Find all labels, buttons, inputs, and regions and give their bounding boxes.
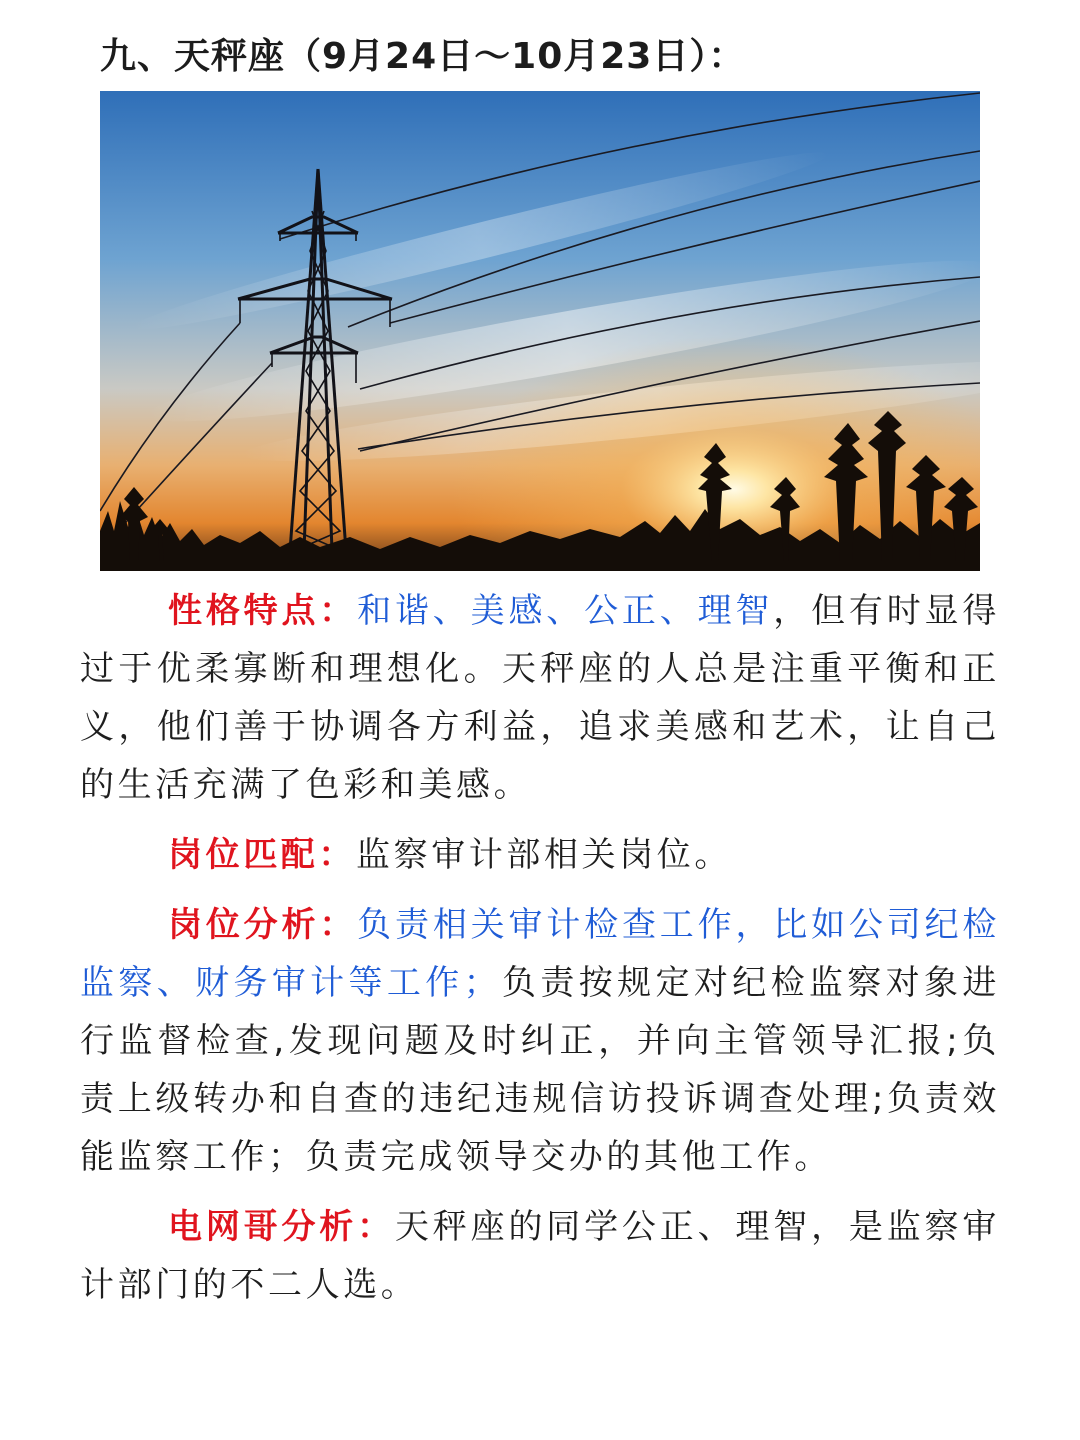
job-match-text: 监察审计部相关岗位。 bbox=[356, 835, 732, 875]
author-analysis-text: 天秤座的同学公正、理智，是监察审计部门的不二人选。 bbox=[80, 1207, 1000, 1305]
article-body bbox=[80, 582, 1000, 1314]
personality-text: ，但有时显得过于优柔寡断和理想化。天秤座的人总是注重平衡和正义，他们善于协调各方利益，追求美感和艺术，让自己的生活充满了色彩和美感。 bbox=[80, 591, 1000, 805]
job-match-label: 岗位匹配： bbox=[168, 835, 356, 875]
job-analysis-highlight: 负责相关审计检查工作，比如公司纪检监察、财务审计等工作； bbox=[80, 905, 1001, 1003]
author-analysis-label: 电网哥分析： bbox=[168, 1207, 395, 1247]
job-match-paragraph bbox=[80, 826, 1000, 884]
personality-paragraph bbox=[80, 582, 1000, 814]
personality-traits-highlight: 和谐、美感、公正、理智 bbox=[357, 591, 774, 631]
job-analysis-label: 岗位分析： bbox=[168, 905, 358, 945]
job-analysis-paragraph bbox=[80, 896, 1000, 1186]
job-analysis-text: 负责按规定对纪检监察对象进行监督检查,发现问题及时纠正，并向主管领导汇报;负责上级转办和自查的违纪违规信访投诉调查处理;负责效能监察工作；负责完成领导交办的其他工作。 bbox=[80, 963, 1000, 1177]
power-tower-sunset-photo bbox=[100, 91, 980, 571]
author-analysis-paragraph bbox=[80, 1198, 1000, 1314]
section-heading: 九、天秤座（9月24日～10月23日）： bbox=[100, 36, 746, 77]
personality-label: 性格特点： bbox=[168, 591, 358, 631]
